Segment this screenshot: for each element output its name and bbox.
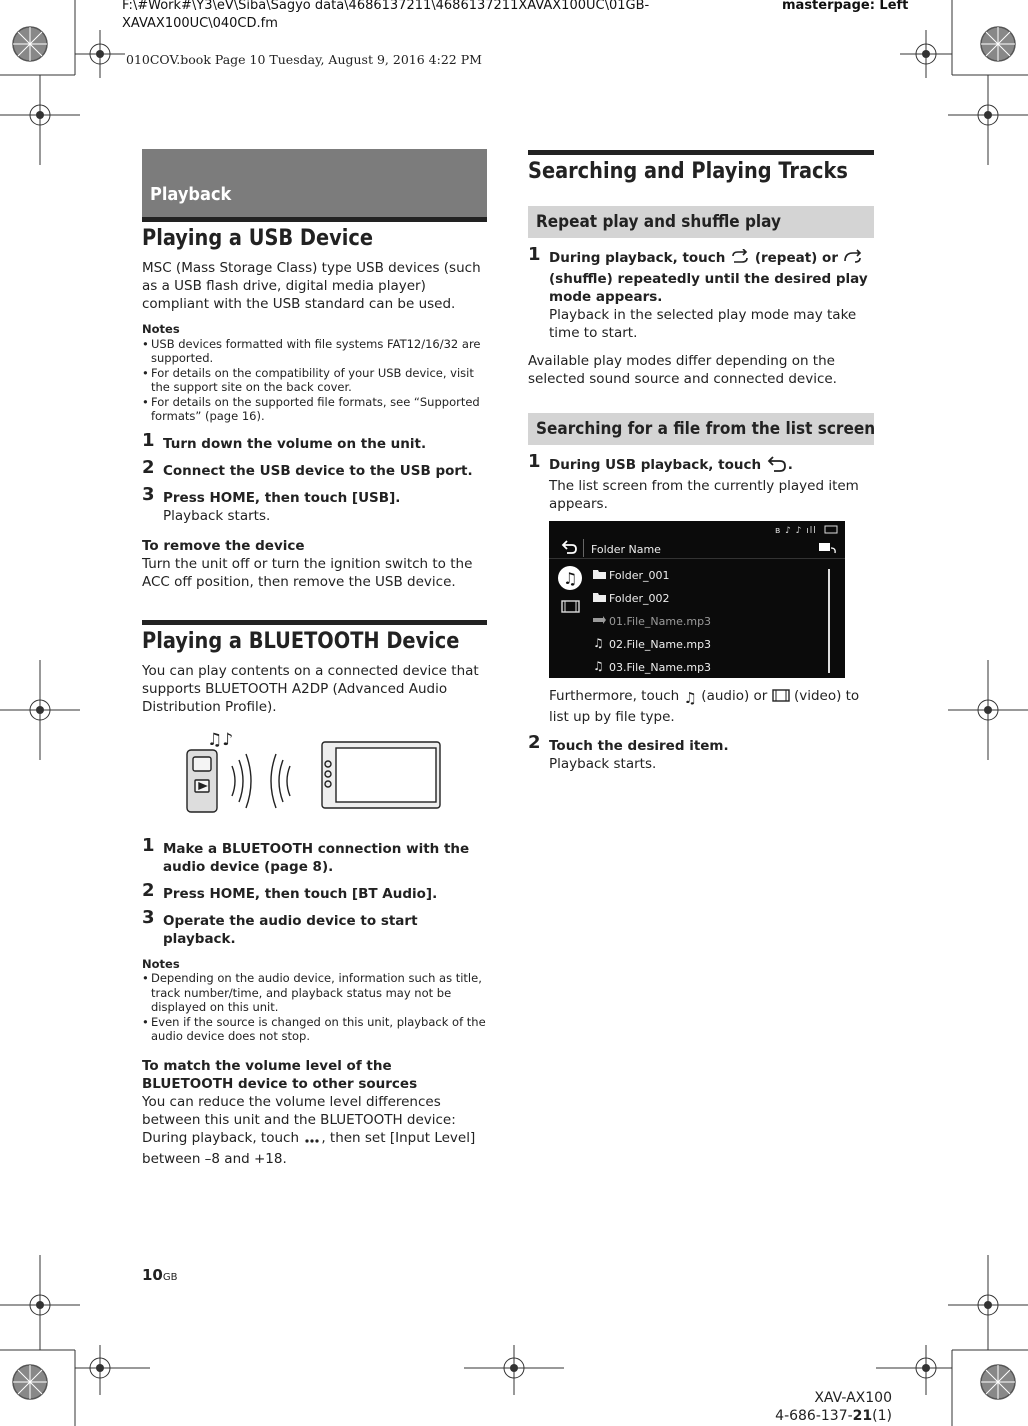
- step-text: Connect the USB device to the USB port.: [163, 462, 473, 479]
- folder-icon: [593, 568, 607, 580]
- video-icon: [772, 689, 790, 708]
- left-column: [142, 149, 487, 1168]
- list-back-icon[interactable]: [561, 540, 579, 559]
- svg-text:♫♪: ♫♪: [207, 729, 234, 750]
- list-search-heading: Searching for a file from the list screen: [528, 413, 874, 445]
- masterpage-label: masterpage: Left: [782, 0, 909, 13]
- list-item[interactable]: Folder_002: [593, 588, 813, 608]
- note-item: • Depending on the audio device, information such as title, track number/time, and playback status may not be displayed on this unit.: [142, 971, 487, 1015]
- svg-text:ʙ ♪ ♪ ıll: ʙ ♪ ♪ ıll: [775, 526, 817, 535]
- step-number: 1: [142, 834, 155, 856]
- step-number: 2: [528, 732, 541, 753]
- step-text-b: (repeat) or: [754, 250, 838, 266]
- search-title: Searching and Playing Tracks: [528, 159, 848, 184]
- step-text: Press HOME, then touch [USB].: [163, 489, 401, 506]
- bt-notes: [142, 971, 487, 1044]
- step-text: Press HOME, then touch [BT Audio].: [163, 885, 438, 902]
- repeat-icon: [730, 249, 750, 270]
- list-item[interactable]: ♫ 03.File_Name.mp3: [593, 659, 712, 674]
- step-number: 3: [142, 483, 155, 505]
- step-text-b: .: [787, 457, 793, 473]
- usb-notes: [142, 337, 487, 424]
- step-number: 3: [142, 906, 155, 928]
- step-subtext: Playback starts.: [163, 507, 271, 524]
- playback-banner: [142, 149, 487, 217]
- step-number: 2: [142, 456, 155, 478]
- repeat-step-1: [528, 244, 874, 342]
- match-text-2b: , then set [Input Level] between –8 and +18.: [142, 1129, 476, 1167]
- further-text: [549, 687, 874, 726]
- right-column: [528, 150, 874, 773]
- book-info: 010COV.book Page 10 Tuesday, August 9, 2016 4:22 PM: [126, 52, 482, 67]
- remove-text: Turn the unit off or turn the ignition switch to the ACC off position, then remove the USB device.: [142, 555, 473, 590]
- playback-banner-label: Playback: [150, 184, 232, 205]
- audio-filter-button[interactable]: [558, 566, 582, 590]
- options-icon: [303, 1132, 321, 1150]
- list-item-playing[interactable]: 01.File_Name.mp3: [593, 611, 813, 631]
- match-heading: To match the volume level of the BLUETOOTH device to other sources: [142, 1057, 418, 1092]
- step-number: 1: [528, 451, 541, 472]
- search-step-2: [528, 732, 874, 773]
- bluetooth-illustration: [142, 718, 487, 818]
- remove-heading: To remove the device: [142, 537, 305, 554]
- usb-step-1: [142, 429, 487, 453]
- further-a: Furthermore, touch: [549, 688, 680, 704]
- match-text-1: You can reduce the volume level differences between this unit and the BLUETOOTH device:: [142, 1093, 456, 1128]
- section-rule: [142, 217, 487, 222]
- music-note-icon: ♫: [593, 659, 604, 673]
- match-text: [142, 1093, 487, 1168]
- note-item: • For details on the compatibility of your USB device, visit the support site on the back cover.: [142, 366, 487, 395]
- step-text-a: During USB playback, touch: [549, 457, 762, 473]
- step-subtext: Playback in the selected play mode may take time to start.: [549, 307, 857, 341]
- file-path-line1: F:\#Work#\Y3\eV\Siba\Sagyo data\4686137211\4686137211XAVAX100UC\01GB-: [122, 0, 650, 13]
- step-text-c: (shuffle) repeatedly until the desired play mode appears.: [549, 271, 868, 305]
- usb-step-2: [142, 456, 487, 480]
- step-subtext: Playback starts.: [549, 756, 657, 772]
- header-divider: [549, 558, 845, 559]
- page-number: 10GB: [142, 1266, 178, 1284]
- folder-up-icon[interactable]: [819, 541, 837, 559]
- bt-intro: You can play contents on a connected device that supports BLUETOOTH A2DP (Advanced Audio Distribution Profile).: [142, 662, 479, 715]
- list-item[interactable]: ♫ 02.File_Name.mp3: [593, 636, 712, 651]
- folder-name-title: Folder Name: [591, 543, 661, 556]
- part-code: 4-686-137-21(1): [775, 1408, 892, 1424]
- further-b: (audio) or: [701, 688, 768, 704]
- file-path: [122, 0, 649, 33]
- bt-step-2: [142, 879, 487, 903]
- section-rule: [528, 150, 874, 155]
- folder-icon: [593, 591, 607, 603]
- step-number: 1: [528, 244, 541, 265]
- step-number: 2: [142, 879, 155, 901]
- match-text-2a: During playback, touch: [142, 1129, 300, 1146]
- step-text: Touch the desired item.: [549, 738, 729, 754]
- video-filter-button[interactable]: [561, 600, 581, 619]
- usb-title: Playing a USB Device: [142, 226, 373, 251]
- step-subtext: The list screen from the currently played item appears.: [549, 478, 859, 512]
- step-text: Turn down the volume on the unit.: [163, 435, 427, 452]
- model-info: [800, 1389, 892, 1407]
- step-text: Operate the audio device to start playback.: [163, 912, 418, 947]
- shuffle-icon: [843, 249, 863, 270]
- further-c: (video) to list up by file type.: [549, 688, 860, 725]
- divider: [583, 539, 584, 557]
- bt-title: Playing a BLUETOOTH Device: [142, 628, 460, 654]
- usb-step-3: [142, 483, 487, 525]
- section-rule: [142, 620, 487, 625]
- bt-step-3: [142, 906, 487, 948]
- repeat-heading: Repeat play and shuffle play: [528, 206, 874, 238]
- list-item[interactable]: Folder_001: [593, 565, 813, 585]
- step-number: 1: [142, 429, 155, 451]
- repeat-after: Available play modes differ depending on the selected sound source and connected device.: [528, 353, 837, 387]
- music-note-icon: ♫: [593, 636, 604, 650]
- note-item: • USB devices formatted with file systems FAT12/16/32 are supported.: [142, 337, 487, 366]
- file-path-line2: XAVAX100UC\040CD.fm: [122, 16, 278, 31]
- now-playing-icon: [593, 615, 607, 625]
- usb-intro: MSC (Mass Storage Class) type USB devices (such as a USB flash drive, digital media player) compliant with the USB standard can be used.: [142, 260, 481, 312]
- back-icon: [766, 456, 788, 477]
- bt-notes-label: Notes: [142, 956, 180, 971]
- model-name: XAV-AX100: [814, 1390, 892, 1406]
- svg-text:♫: ♫: [563, 569, 578, 588]
- bt-step-1: [142, 834, 487, 876]
- status-icons: [775, 524, 839, 542]
- step-text: Make a BLUETOOTH connection with the audio device (page 8).: [163, 840, 470, 875]
- list-scrollbar[interactable]: [828, 569, 830, 673]
- list-screen: [549, 521, 845, 678]
- audio-icon: ♫: [683, 689, 697, 707]
- step-text-a: During playback, touch: [549, 250, 726, 266]
- usb-notes-label: Notes: [142, 322, 180, 336]
- search-step-1: [528, 451, 874, 726]
- note-item: • Even if the source is changed on this unit, playback of the audio device does not stop.: [142, 1015, 487, 1044]
- note-item: • For details on the supported file formats, see “Supported formats” (page 16).: [142, 395, 487, 424]
